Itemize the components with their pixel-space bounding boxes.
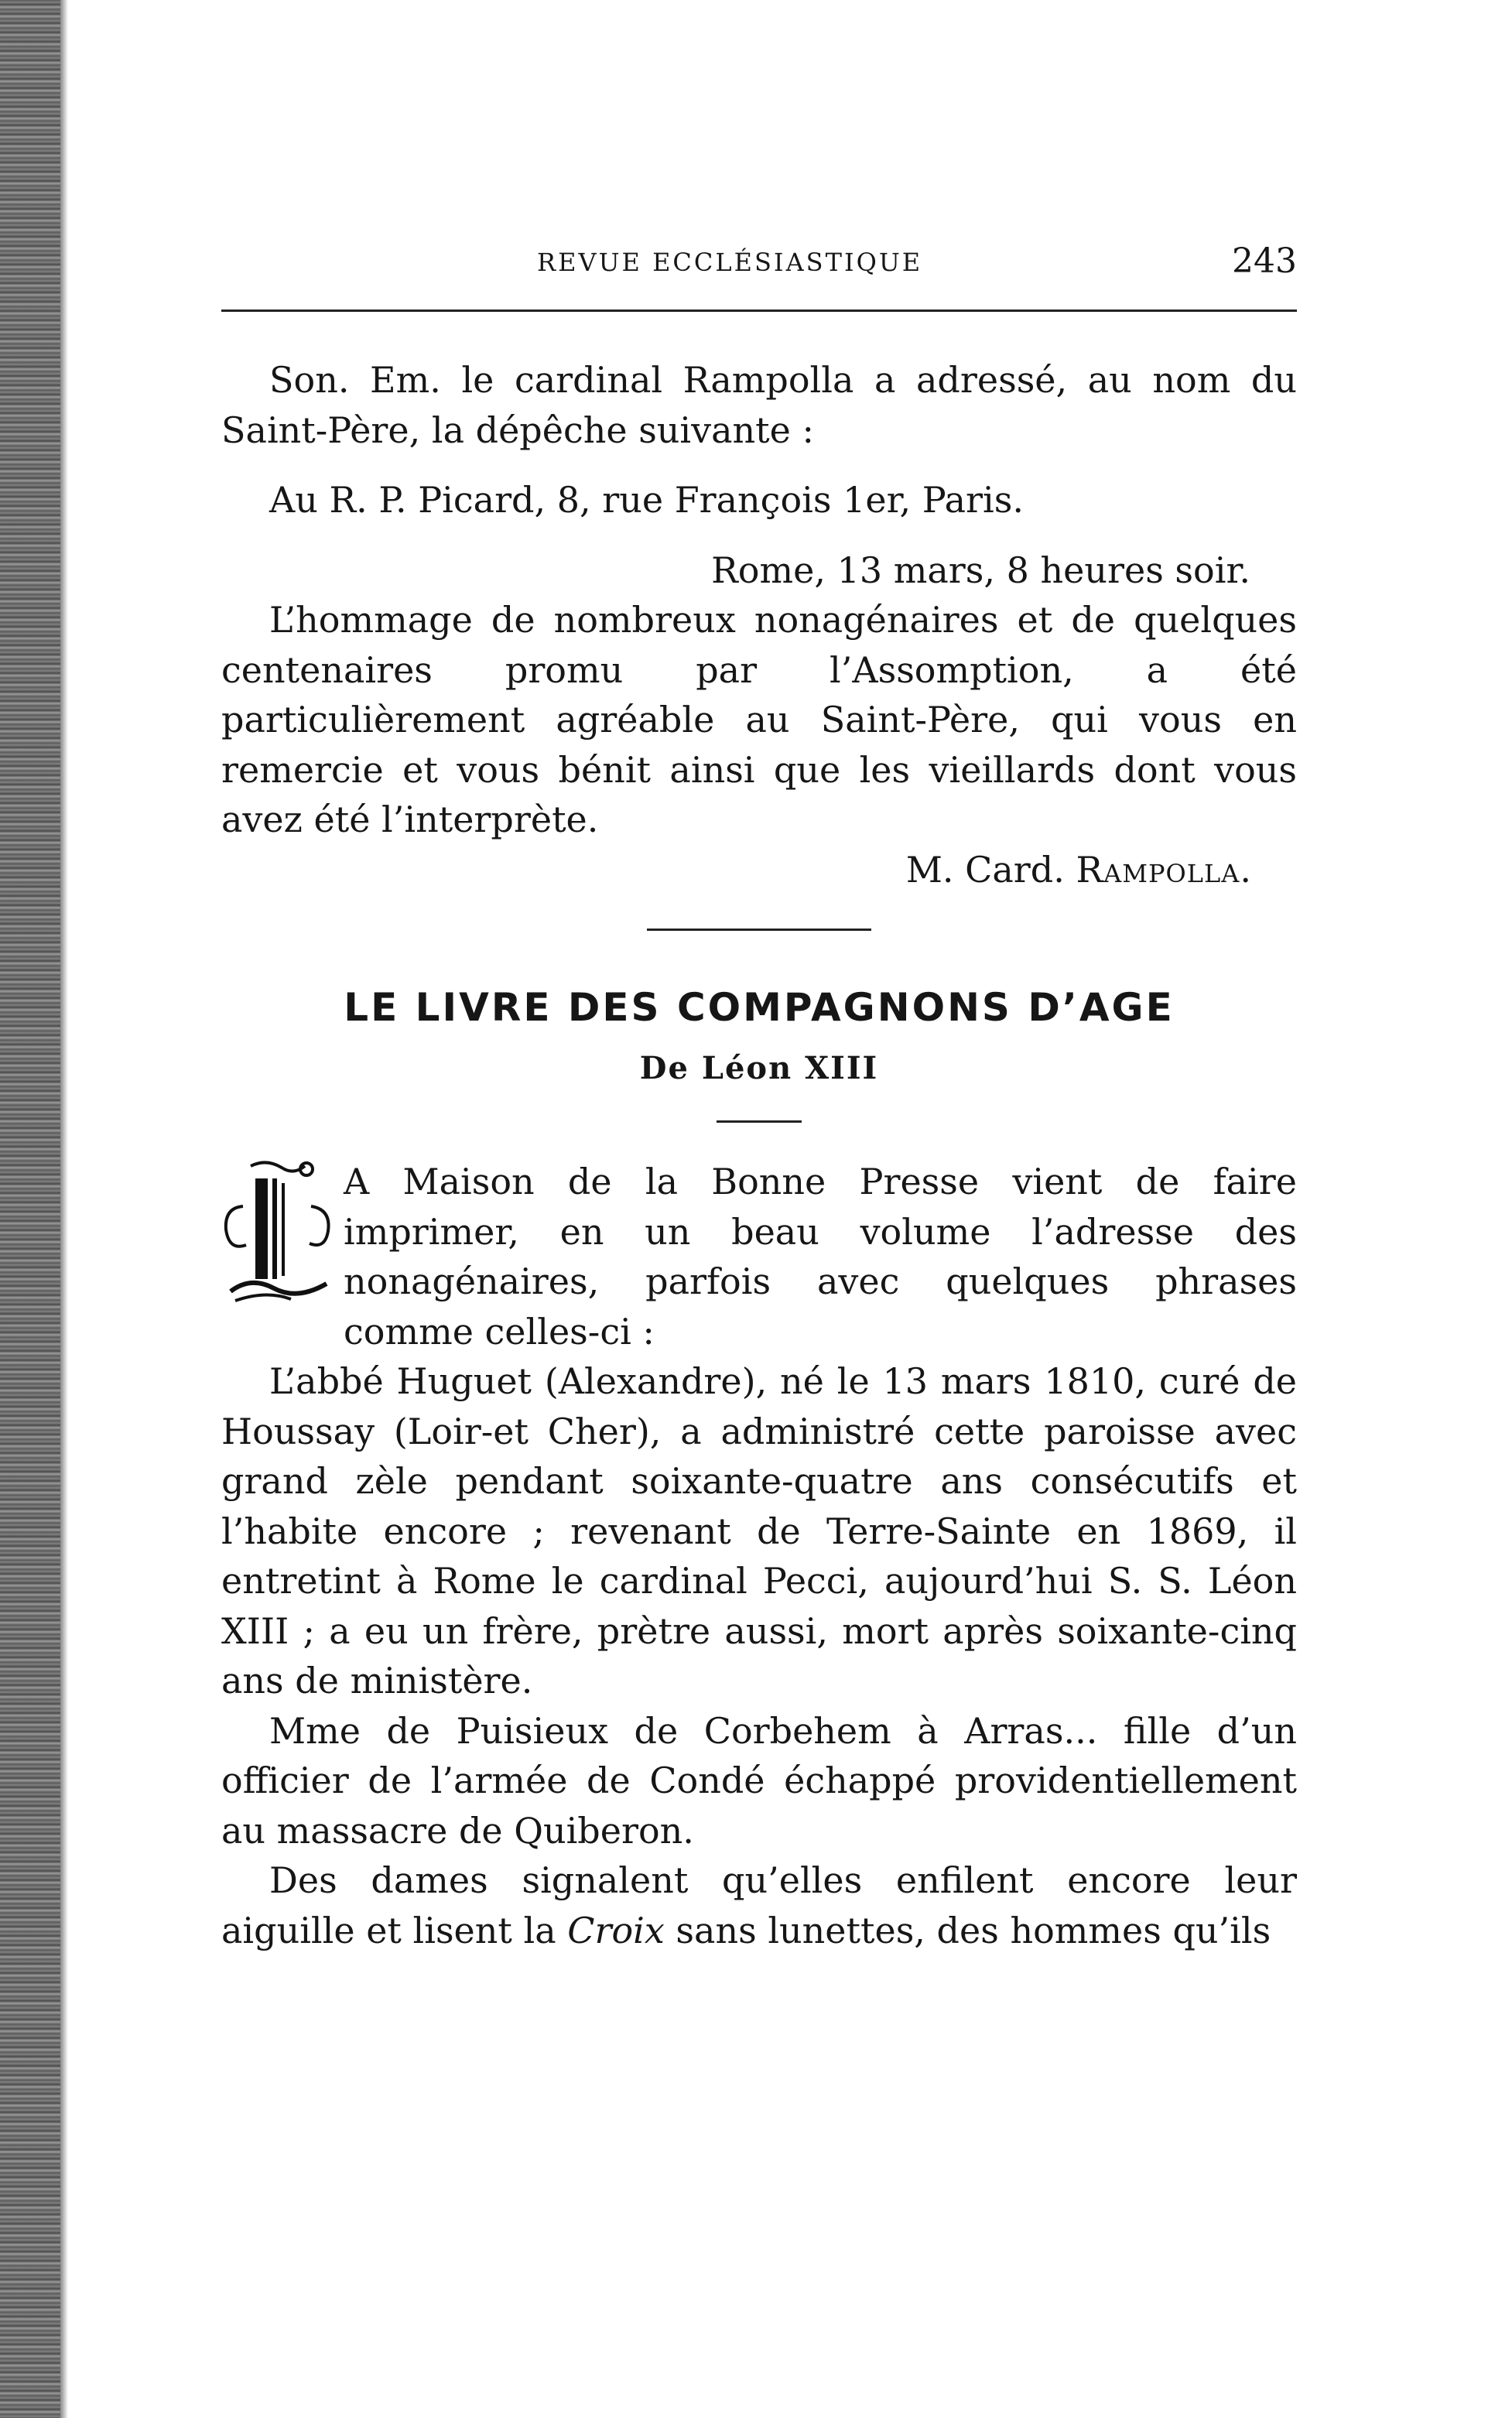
running-head: REVUE ECCLÉSIASTIQUE	[537, 248, 923, 277]
dispatch-signature	[221, 845, 1297, 895]
page-header	[221, 232, 1297, 286]
signature-name: Rampolla.	[1076, 848, 1252, 891]
ornamental-dropcap-icon	[220, 1160, 336, 1307]
spine-shadow	[60, 0, 68, 2418]
dispatch-body: L’hommage de nombreux nonagénaires et de quelques centenaires promu par l’Assomption, a été particulièrement agréable au Saint-Père, qui vous en remercie et vous bénit ainsi que les vieillards dont vous avez été l’interprète.	[221, 599, 1297, 840]
croix-title: Croix	[567, 1909, 665, 1951]
para4-after: sans lunettes, des hommes qu’ils	[664, 1909, 1271, 1951]
book-spine-scan-edge	[0, 0, 60, 2418]
paragraph-des-dames	[221, 1855, 1297, 1955]
dispatch-intro: Son. Em. le cardinal Rampolla a adressé, au nom du Saint-Père, la dépêche suivante :	[221, 359, 1297, 451]
para4-before: Des dames signalent qu’elles enfilent encore leur aiguille et lisent la	[221, 1859, 1297, 1951]
section-separator	[647, 929, 871, 931]
signature-prefix: M. Card.	[905, 848, 1076, 891]
dispatch-dateline: Rome, 13 mars, 8 heures soir.	[711, 549, 1250, 591]
section-subtitle: De Léon XIII	[639, 1050, 879, 1086]
paragraph-abbe-huguet: L’abbé Huguet (Alexandre), né le 13 mars 1810, curé de Houssay (Loir-et Cher), a administré cette paroisse avec grand zèle pendant soixante-quatre ans consécutifs et l’habite encore ; revenant de Terre-Sainte en 1869, il entretint à Rome le cardinal Pecci, aujourd’hui S. S. Léon XIII ; a eu un frère, prètre aussi, mort après soixante-cinq ans de ministère.	[221, 1360, 1297, 1701]
opening-paragraph-block	[221, 1157, 1297, 1356]
page	[221, 232, 1297, 1955]
paragraph-maison-bonne-presse: A Maison de la Bonne Presse vient de faire imprimer, en un beau volume l’adresse des nonagénaires, parfois avec quelques phrases comme celles-ci :	[344, 1161, 1297, 1353]
dispatch-address: Au R. P. Picard, 8, rue François 1er, Paris.	[269, 479, 1024, 521]
paragraph-mme-puisieux: Mme de Puisieux de Corbehem à Arras... fille d’un officier de l’armée de Condé échappé providentiellement au massacre de Quiberon.	[221, 1709, 1297, 1852]
page-number: 243	[1232, 241, 1297, 281]
section-title: LE LIVRE DES COMPAGNONS D’AGE	[344, 985, 1175, 1030]
subtitle-separator	[717, 1120, 802, 1123]
header-rule	[221, 310, 1297, 312]
